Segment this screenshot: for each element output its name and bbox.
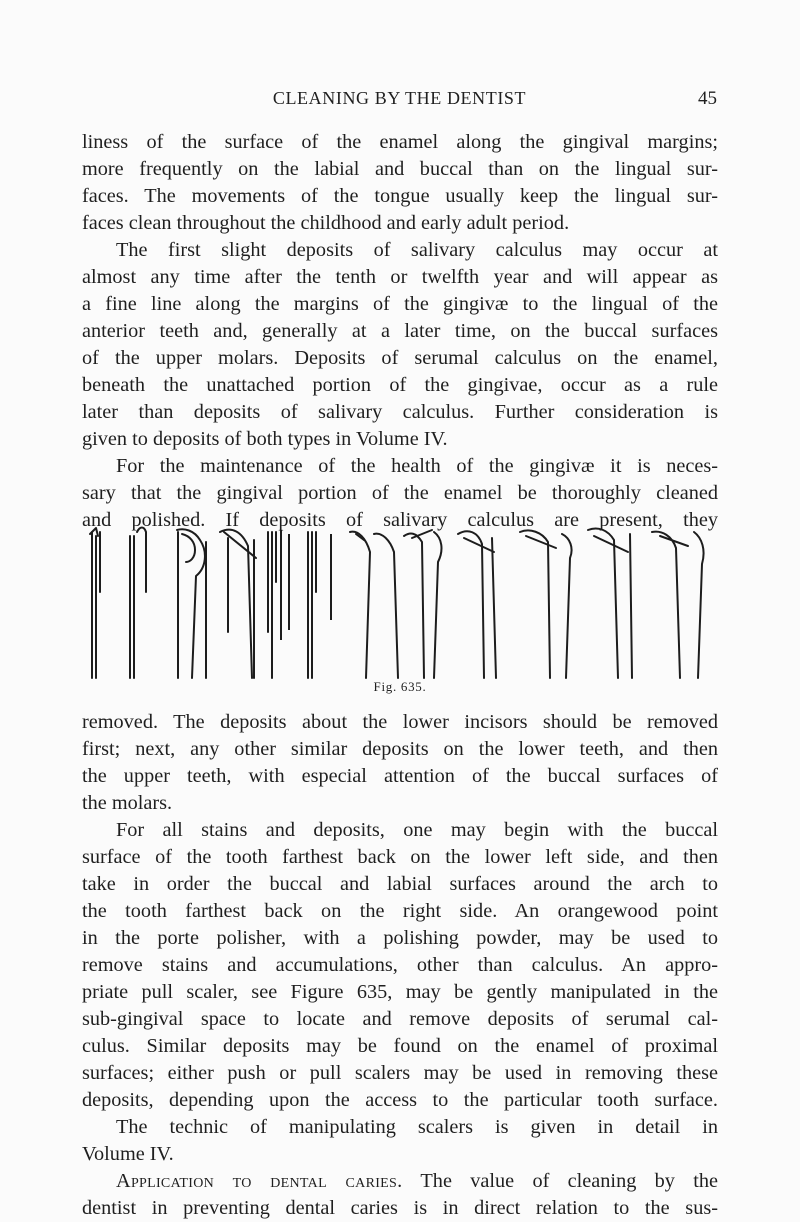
text-line: deposits, depending upon the access to the particular tooth surface. bbox=[82, 1089, 718, 1111]
text-line: faces clean throughout the childhood and early adult period. bbox=[82, 212, 570, 234]
text-line: given to deposits of both types in Volume IV. bbox=[82, 428, 448, 450]
text-line: later than deposits of salivary calculus. Further consideration is bbox=[82, 401, 718, 423]
text-line: in the porte polisher, with a polishing powder, may be used to bbox=[82, 927, 718, 949]
text-line: For the maintenance of the health of the gingivæ it is neces- bbox=[116, 455, 718, 477]
running-title: CLEANING BY THE DENTIST bbox=[272, 88, 527, 108]
text-line: of the upper molars. Deposits of serumal calculus on the enamel, bbox=[82, 347, 718, 369]
text-line: almost any time after the tenth or twelfth year and will appear as bbox=[82, 266, 718, 288]
text-line: beneath the unattached portion of the gingivae, occur as a rule bbox=[82, 374, 718, 396]
text-line: the molars. bbox=[82, 792, 173, 814]
text-line: the upper teeth, with especial attention of the buccal surfaces of bbox=[82, 765, 718, 787]
figure-635 bbox=[82, 522, 718, 697]
scaler-instruments-illustration bbox=[82, 522, 718, 687]
section-line bbox=[116, 1167, 718, 1195]
running-head bbox=[82, 88, 717, 114]
text-line: removed. The deposits about the lower incisors should be removed bbox=[82, 711, 718, 733]
page-number: 45 bbox=[698, 88, 717, 109]
text-line: more frequently on the labial and buccal than on the lingual sur- bbox=[82, 158, 718, 180]
text-line: priate pull scaler, see Figure 635, may be gently manipulated in the bbox=[82, 981, 718, 1003]
section-line-rest: The value of cleaning by the bbox=[420, 1170, 718, 1192]
text-line: The technic of manipulating scalers is given in detail in bbox=[116, 1116, 718, 1138]
text-line: sub-gingival space to locate and remove deposits of serumal cal- bbox=[82, 1008, 718, 1030]
text-line: the tooth farthest back on the right side. An orangewood point bbox=[82, 900, 718, 922]
text-line: anterior teeth and, generally at a later time, on the buccal surfaces bbox=[82, 320, 718, 342]
text-line: sary that the gingival portion of the enamel be thoroughly cleaned bbox=[82, 482, 718, 504]
text-line: and polished. If deposits of salivary calculus are present, they bbox=[82, 509, 718, 531]
text-line: culus. Similar deposits may be found on the enamel of proximal bbox=[82, 1035, 718, 1057]
text-line: a fine line along the margins of the gingivæ to the lingual of the bbox=[82, 293, 718, 315]
figure-caption: Fig. 635. bbox=[373, 679, 427, 694]
text-line: faces. The movements of the tongue usually keep the lingual sur- bbox=[82, 185, 718, 207]
section-heading: Application to dental caries. bbox=[116, 1170, 403, 1192]
text-line: surface of the tooth farthest back on the lower left side, and then bbox=[82, 846, 718, 868]
text-line: remove stains and accumulations, other than calculus. An appro- bbox=[82, 954, 718, 976]
text-line: first; next, any other similar deposits on the lower teeth, and then bbox=[82, 738, 718, 760]
text-line: dentist in preventing dental caries is in direct relation to the sus- bbox=[82, 1197, 718, 1219]
text-line: Volume IV. bbox=[82, 1143, 174, 1165]
text-line: The first slight deposits of salivary calculus may occur at bbox=[116, 239, 718, 261]
text-line: take in order the buccal and labial surfaces around the arch to bbox=[82, 873, 718, 895]
text-line: surfaces; either push or pull scalers may be used in removing these bbox=[82, 1062, 718, 1084]
text-line: liness of the surface of the enamel along the gingival margins; bbox=[82, 131, 718, 153]
text-line: For all stains and deposits, one may begin with the buccal bbox=[116, 819, 718, 841]
